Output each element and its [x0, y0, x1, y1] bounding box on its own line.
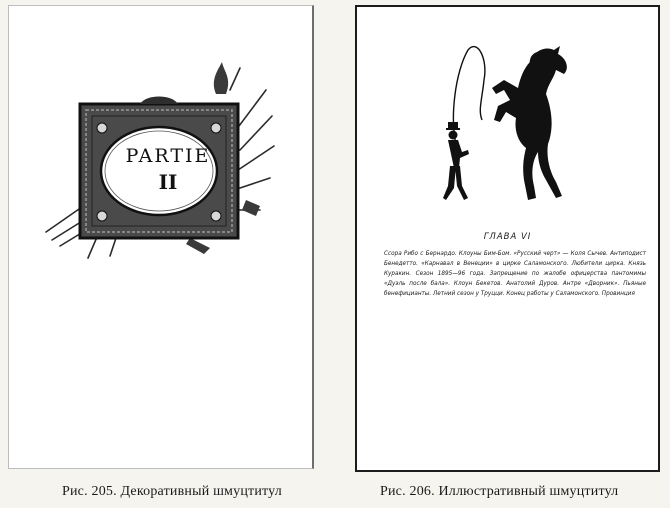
circus-trainer-and-horse-silhouette: [438, 40, 578, 205]
chapter-summary-text: Ссора Рибо с Бернардо. Клоуны Бим-Бом. «Русский черт» — Коля Сычев. Антиподист Бенедетто. «Карнавал в Венеции» в цирке Саламонского. Любители цирка. Князь Куракин. Сезон 1895—96 года. Запрещение по жалобе офицерства пантомимы «Дуэль после бала». Клоун Бекетов. Анатолий Дуров. Антре «Дворник». Пьяные бенефицианты. Летний сезон у Труцци. Конец работы у Саламонского. Провинция: [384, 251, 646, 297]
partie-roman-numeral: II: [158, 170, 178, 194]
partie-title: PARTIE: [125, 145, 211, 167]
figure-caption-right: Рис. 206. Иллюстративный шмуцтитул: [380, 484, 619, 499]
chapter-heading: ГЛАВА VI: [483, 232, 532, 242]
figure-caption-left: Рис. 205. Декоративный шмуцтитул: [62, 484, 282, 499]
